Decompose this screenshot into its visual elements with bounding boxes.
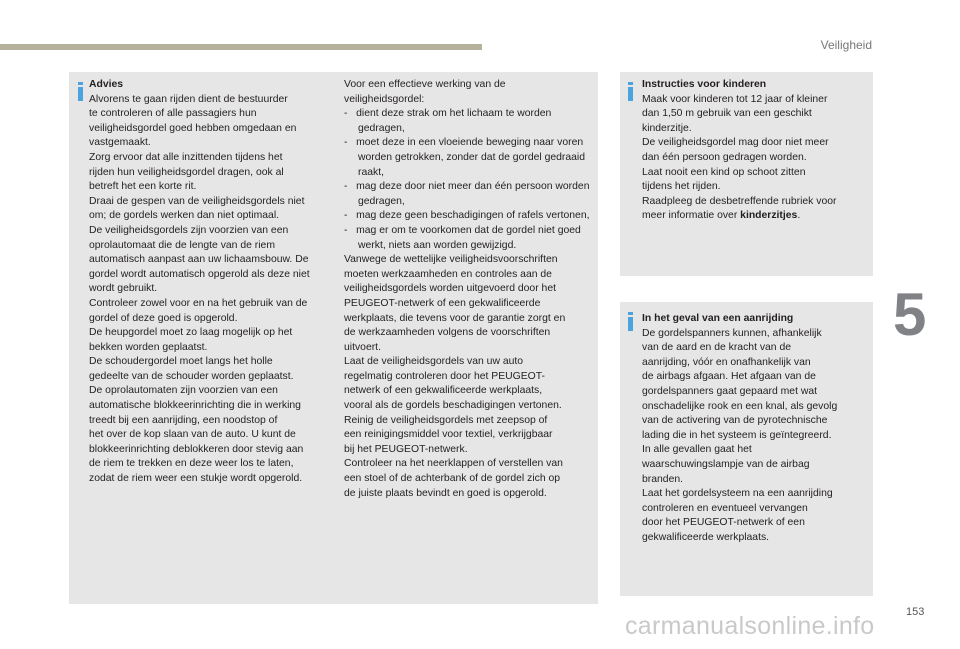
effective-line: bij het PEUGEOT-netwerk. (344, 443, 468, 455)
effective-line: Reinig de veiligheidsgordels met zeepsop of (344, 414, 548, 426)
collision-line: Laat het gordelsysteem na een aanrijding (642, 488, 833, 500)
children-line: Laat nooit een kind op schoot zitten (642, 166, 806, 178)
advice-line: Controleer zowel voor en na het gebruik van de (89, 297, 308, 309)
children-last-line: meer informatie over kinderzitjes. (642, 210, 801, 222)
collision-line: van de aard en de kracht van de (642, 342, 792, 354)
collision-line: gekwalificeerde werkplaats. (642, 531, 770, 543)
effective-intro (344, 78, 594, 107)
advice-heading: Advies (89, 79, 124, 90)
info-icon (78, 82, 83, 101)
chapter-number: 5 (893, 281, 927, 348)
effective-line: een reinigingsmiddel voor textiel, verkrijgbaar (344, 429, 553, 441)
effective-line: Laat de veiligheidsgordels van uw auto (344, 356, 524, 368)
advice-line: te controleren of alle passagiers hun (89, 108, 257, 120)
advice-line: wordt gebruikt. (89, 283, 158, 295)
effective-line: PEUGEOT-netwerk of een gekwalificeerde (344, 297, 541, 309)
effective-line: netwerk of een gekwalificeerde werkplaats, (344, 385, 543, 397)
effective-line: uitvoert. (344, 341, 381, 353)
advice-line: automatisch aanpast aan uw lichaamsbouw. De (89, 254, 309, 266)
bullet-item: - mag er om te voorkomen dat de gordel niet goed werkt, niets aan worden gewijzigd. (344, 224, 581, 251)
collision-line: waarschuwingslampje van de airbag (642, 458, 810, 470)
header-accent-bar (0, 44, 482, 50)
info-icon (628, 82, 633, 101)
effective-line: werkplaats, die tevens voor de garantie zorgt en (344, 312, 566, 324)
advice-line: De schoudergordel moet langs het holle (89, 356, 273, 368)
advice-line: gordel wordt automatisch opgerold als deze niet (89, 268, 310, 280)
advice-text (89, 93, 339, 487)
advice-line: Zorg ervoor dat alle inzittenden tijdens het (89, 151, 283, 163)
advice-line: gedeelte van de schouder worden geplaatst. (89, 370, 294, 382)
children-link-term: kinderzitjes (740, 210, 798, 222)
watermark: carmanualsonline.info (625, 612, 875, 640)
advice-line: vastgemaakt. (89, 137, 151, 149)
children-line: dan 1,50 m gebruik van een geschikt (642, 108, 812, 120)
advice-line: het over de kop slaan van de auto. U kunt de (89, 429, 296, 441)
advice-line: Draai de gespen van de veiligheidsgordels niet (89, 195, 305, 207)
collision-line: lading die in het systeem is geïntegreerd. (642, 429, 832, 441)
children-line: Maak voor kinderen tot 12 jaar of kleiner (642, 93, 828, 105)
collision-section (642, 312, 872, 546)
page-number: 153 (906, 606, 925, 618)
effective-line: veiligheidsgordels worden uitgevoerd door het (344, 283, 556, 295)
advice-line: om; de gordels werken dan niet optimaal. (89, 210, 280, 222)
effective-line: Vanwege de wettelijke veiligheidsvoorschriften (344, 254, 558, 266)
effective-line: vooral als de gordels beschadigingen vertonen. (344, 400, 562, 412)
children-line: dan één persoon gedragen worden. (642, 151, 807, 163)
advice-line: De veiligheidsgordels zijn voorzien van een (89, 224, 289, 236)
collision-line: onschadelijke rook en een knal, als gevolg (642, 400, 838, 412)
advice-line: De heupgordel moet zo laag mogelijk op het (89, 327, 293, 339)
effective-line: de juiste plaats bevindt en goed is opgerold. (344, 487, 547, 499)
effective-intro-line: Voor een effectieve werking van de (344, 79, 506, 90)
children-text (642, 93, 872, 210)
effective-line: een stoel of de achterbank of de gordel zich op (344, 473, 561, 485)
collision-line: In alle gevallen gaat het (642, 444, 752, 456)
advice-line: blokkeerinrichting deblokkeren door stevig aan (89, 443, 304, 455)
section-title: Veiligheid (820, 38, 872, 52)
collision-line: controleren en eventueel vervangen (642, 502, 808, 514)
advice-line: automatische blokkeerinrichting die in werking (89, 400, 301, 412)
collision-text (642, 327, 872, 546)
children-section (642, 78, 872, 224)
advice-line: De oprolautomaten zijn voorzien van een (89, 385, 278, 397)
collision-line: van de activering van de pyrotechnische (642, 415, 828, 427)
advice-line: oprolautomaat die de lengte van de riem (89, 239, 275, 251)
info-icon (628, 312, 633, 331)
effective-line: regelmatig controleren door het PEUGEOT- (344, 370, 545, 382)
advice-line: gordel of deze goed is opgerold. (89, 312, 238, 324)
bullet-item: - moet deze in een vloeiende beweging naar voren worden getrokken, zonder dat de gordel gedraaid raakt, (344, 137, 586, 178)
effective-bullet-list (344, 107, 594, 253)
advice-line: de riem te trekken en deze weer los te laten, (89, 458, 294, 470)
effective-use-section (344, 78, 594, 501)
effective-intro-line: veiligheidsgordel: (344, 93, 425, 105)
bullet-item: - mag deze door niet meer dan één persoon worden gedragen, (344, 181, 590, 207)
collision-line: door het PEUGEOT-netwerk of een (642, 517, 805, 529)
collision-line: de airbags afgaan. Het afgaan van de (642, 371, 816, 383)
advice-line: zodat de riem weer een stukje wordt opgerold. (89, 473, 303, 485)
effective-line: Controleer na het neerklappen of verstellen van (344, 458, 563, 470)
effective-line: moeten werkzaamheden en controles aan de (344, 268, 552, 280)
children-line: tijdens het rijden. (642, 181, 721, 193)
bullet-item: - mag deze geen beschadigingen of rafels vertonen, (344, 210, 590, 222)
advice-line: betreft het een korte rit. (89, 181, 197, 193)
advice-line: Alvorens te gaan rijden dient de bestuurder (89, 93, 288, 105)
effective-line: de werkzaamheden volgens de voorschriften (344, 327, 551, 339)
advice-line: rijden hun veiligheidsgordel dragen, ook al (89, 166, 284, 178)
children-line: De veiligheidsgordel mag door niet meer (642, 137, 829, 149)
advice-line: veiligheidsgordel goed hebben omgedaan en (89, 122, 297, 134)
advice-line: bekken worden geplaatst. (89, 341, 208, 353)
bullet-item: - dient deze strak om het lichaam te worden gedragen, (344, 108, 552, 134)
effective-text (344, 253, 594, 501)
advice-line: treedt bij een aanrijding, een noodstop of (89, 414, 278, 426)
children-line: kinderzitje. (642, 122, 692, 134)
collision-line: gordelspanners gaat gepaard met wat (642, 385, 818, 397)
collision-line: De gordelspanners kunnen, afhankelijk (642, 327, 822, 339)
collision-line: branden. (642, 473, 684, 485)
advice-section (89, 78, 339, 487)
children-line: Raadpleeg de desbetreffende rubriek voor (642, 195, 837, 207)
collision-line: aanrijding, vóór en onafhankelijk van (642, 356, 811, 368)
children-heading: Instructies voor kinderen (642, 79, 767, 90)
collision-heading: In het geval van een aanrijding (642, 313, 794, 324)
